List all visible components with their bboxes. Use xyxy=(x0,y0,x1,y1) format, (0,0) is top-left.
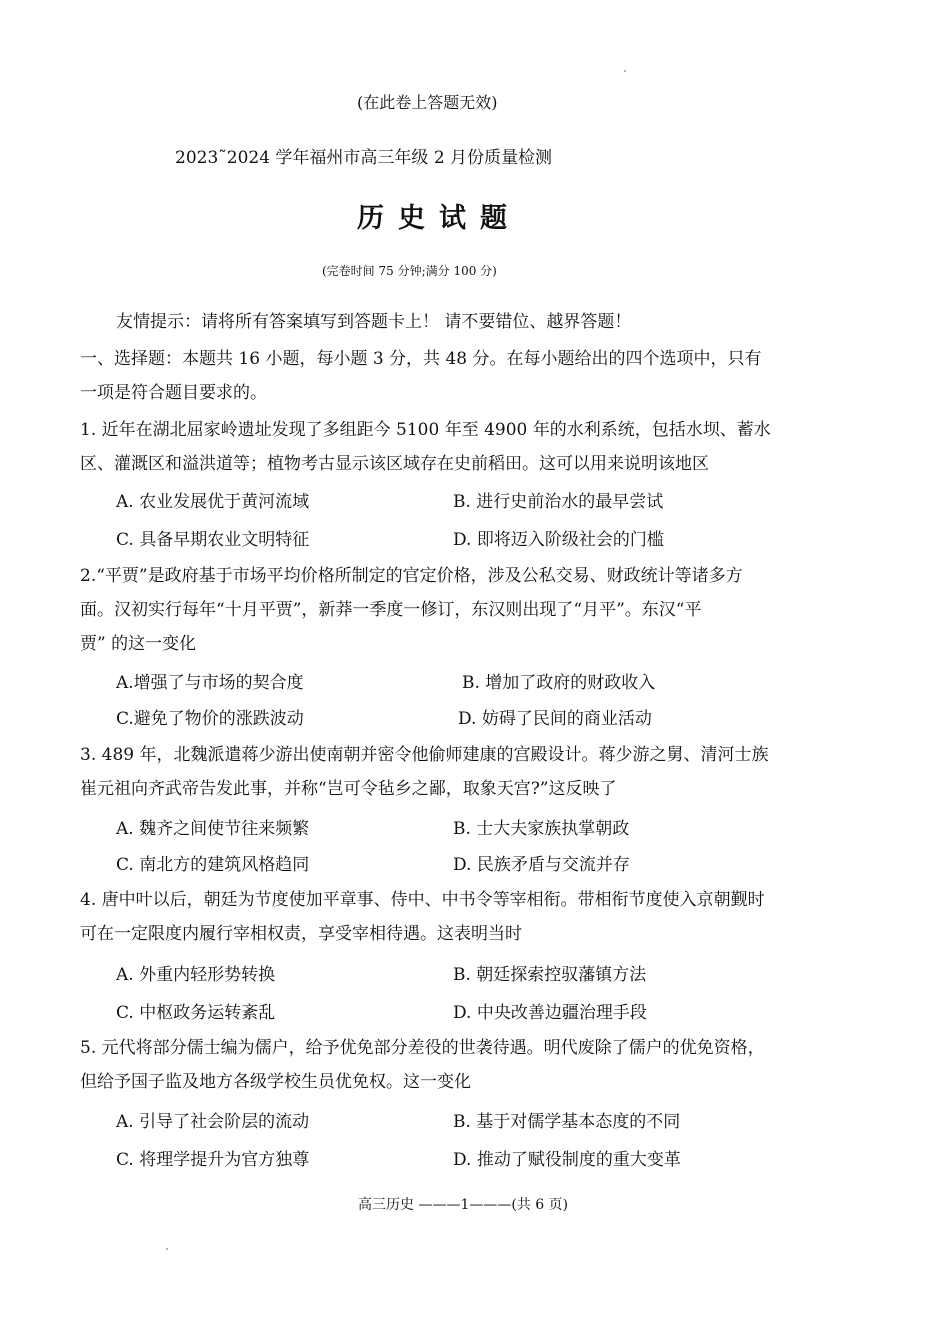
question-1-option-b: B. 进行史前治水的最早尝试 xyxy=(453,492,664,512)
stem-line: 贾” 的这一变化 xyxy=(80,634,197,654)
stem-line: 1. 近年在湖北屈家岭遗址发现了多组距今 5100 年至 4900 年的水利系统，包括水坝、蓄水 xyxy=(80,420,771,440)
question-5-option-d: D. 推动了赋役制度的重大变革 xyxy=(453,1150,681,1170)
stem-line: 崔元祖向齐武帝告发此事，并称“岂可令毡乡之鄙，取象天宫?”这反映了 xyxy=(80,779,617,799)
stem-line: 2.“平贾”是政府基于市场平均价格所制定的官定价格，涉及公私交易、财政统计等诸多方 xyxy=(80,566,743,586)
question-4-option-c: C. 中枢政务运转紊乱 xyxy=(116,1003,276,1023)
question-4-option-a: A. 外重内轻形势转换 xyxy=(116,965,276,985)
question-3-option-c: C. 南北方的建筑风格趋同 xyxy=(116,855,310,875)
stem-line: 5. 元代将部分儒士编为儒户，给予优免部分差役的世袭待遇。明代废除了儒户的优免资格， xyxy=(80,1038,765,1058)
friendly-tip: 友情提示：请将所有答案填写到答题卡上！ 请不要错位、越界答题！ xyxy=(116,312,632,332)
question-5-stem xyxy=(80,1036,870,1104)
question-1-option-a: A. 农业发展优于黄河流域 xyxy=(116,492,310,512)
stem-line: 3. 489 年，北魏派遣蒋少游出使南朝并密令他偷师建康的宫殿设计。蒋少游之舅、清河士族 xyxy=(80,745,769,765)
stem-line: 但给予国子监及地方各级学校生员优免权。这一变化 xyxy=(80,1072,471,1092)
scan-speck xyxy=(624,70,626,72)
time-score-note: (完卷时间 75 分钟;满分 100 分) xyxy=(322,264,497,278)
question-3-option-b: B. 士大夫家族执掌朝政 xyxy=(453,819,630,839)
question-3-option-a: A. 魏齐之间使节往来频繁 xyxy=(116,819,310,839)
question-2-option-b: B. 增加了政府的财政收入 xyxy=(462,673,656,693)
stem-line: 区、灌溉区和溢洪道等；植物考古显示该区域存在史前稻田。这可以用来说明该地区 xyxy=(80,454,709,474)
question-5-option-a: A. 引导了社会阶层的流动 xyxy=(116,1112,310,1132)
question-3-option-d: D. 民族矛盾与交流并存 xyxy=(453,855,630,875)
question-3-stem xyxy=(80,743,870,811)
stem-line: 面。汉初实行每年“十月平贾”，新莽一季度一修订，东汉则出现了“月平”。东汉“平 xyxy=(80,600,702,620)
section-instructions xyxy=(80,347,870,415)
scan-speck xyxy=(166,1248,168,1250)
section-line: 一项是符合题目要求的。 xyxy=(80,383,267,403)
question-1-option-c: C. 具备早期农业文明特征 xyxy=(116,530,310,550)
stem-line: 可在一定限度内履行宰相权责，享受宰相待遇。这表明当时 xyxy=(80,924,522,944)
answer-invalid-notice: (在此卷上答题无效) xyxy=(357,93,498,112)
stem-line: 4. 唐中叶以后，朝廷为节度使加平章事、侍中、中书令等宰相衔。带相衔节度使入京朝觐时 xyxy=(80,890,765,910)
question-4-stem xyxy=(80,888,870,956)
question-4-option-d: D. 中央改善边疆治理手段 xyxy=(453,1003,647,1023)
question-1-stem xyxy=(80,418,870,486)
question-2-option-d: D. 妨碍了民间的商业活动 xyxy=(458,709,652,729)
question-2-stem xyxy=(80,564,870,666)
subject-title: 历史试题 xyxy=(357,203,521,234)
page-footer: 高三历史 ———1———(共 6 页) xyxy=(358,1197,569,1213)
question-4-option-b: B. 朝廷探索控驭藩镇方法 xyxy=(453,965,647,985)
question-1-option-d: D. 即将迈入阶级社会的门槛 xyxy=(453,530,664,550)
question-2-option-c: C.避免了物价的涨跌波动 xyxy=(116,709,304,729)
question-5-option-c: C. 将理学提升为官方独尊 xyxy=(116,1150,310,1170)
question-2-option-a: A.增强了与市场的契合度 xyxy=(116,673,304,693)
question-5-option-b: B. 基于对儒学基本态度的不同 xyxy=(453,1112,681,1132)
exam-title: 2023˜2024 学年福州市高三年级 2 月份质量检测 xyxy=(175,148,553,168)
section-line: 一、选择题：本题共 16 小题，每小题 3 分，共 48 分。在每小题给出的四个选项中，只有 xyxy=(80,349,762,369)
